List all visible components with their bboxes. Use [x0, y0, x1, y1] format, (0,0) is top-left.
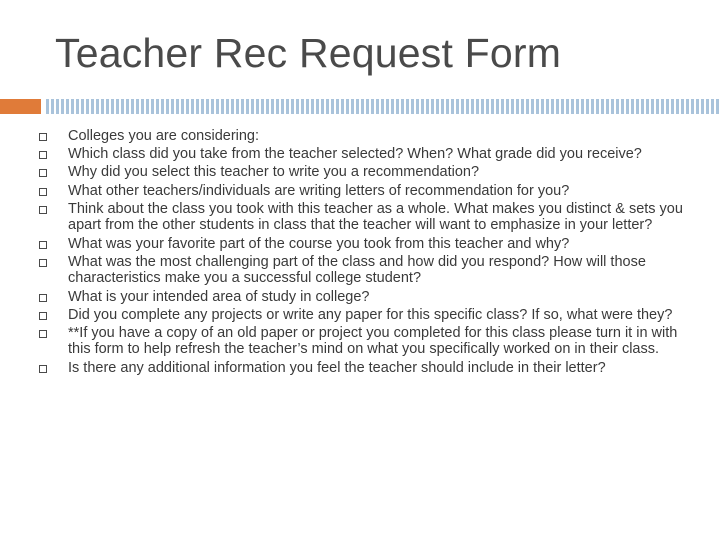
square-bullet-icon	[39, 169, 47, 177]
square-bullet-icon	[39, 133, 47, 141]
square-bullet-icon	[39, 151, 47, 159]
list-item-text: What other teachers/individuals are writing letters of recommendation for you?	[68, 182, 570, 199]
list-item-text: Which class did you take from the teacher selected? When? What grade did you receive?	[68, 146, 642, 163]
list-item	[0, 254, 688, 287]
list-item-text: Is there any additional information you feel the teacher should include in their letter?	[68, 359, 606, 376]
square-bullet-icon	[39, 188, 47, 196]
list-item	[0, 128, 688, 145]
list-item-text: What is your intended area of study in college?	[68, 288, 370, 305]
square-bullet-icon	[39, 312, 47, 320]
list-item-text: What was your favorite part of the course you took from this teacher and why?	[68, 235, 570, 252]
slide-title: Teacher Rec Request Form	[55, 30, 562, 76]
square-bullet-icon	[39, 330, 47, 338]
striped-divider-bar	[46, 99, 720, 114]
list-item	[0, 164, 688, 181]
list-item	[0, 201, 688, 234]
list-item	[0, 183, 688, 200]
list-item-text: Why did you select this teacher to write you a recommendation?	[68, 164, 480, 181]
list-item	[0, 236, 688, 253]
list-item-text: What was the most challenging part of the class and how did you respond? How will those characteristics make you a successful college student?	[68, 253, 646, 287]
square-bullet-icon	[39, 365, 47, 373]
square-bullet-icon	[39, 206, 47, 214]
question-list	[0, 128, 720, 378]
list-item	[0, 289, 688, 306]
square-bullet-icon	[39, 259, 47, 267]
list-item-text: Did you complete any projects or write any paper for this specific class? If so, what were they?	[68, 306, 673, 323]
square-bullet-icon	[39, 241, 47, 249]
list-item-text: **If you have a copy of an old paper or project you completed for this class please turn it in with this form to help refresh the teacher’s mind on what you specifically worked on in their class.	[68, 324, 678, 358]
list-item	[0, 146, 688, 163]
list-item-text: Think about the class you took with this teacher as a whole. What makes you distinct & sets you apart from the other students in class that the teacher will want to emphasize in your letter?	[68, 200, 683, 234]
square-bullet-icon	[39, 294, 47, 302]
list-item	[0, 325, 688, 358]
list-item	[0, 307, 688, 324]
accent-bar	[0, 99, 41, 114]
list-item	[0, 360, 688, 377]
list-item-text: Colleges you are considering:	[68, 128, 260, 144]
